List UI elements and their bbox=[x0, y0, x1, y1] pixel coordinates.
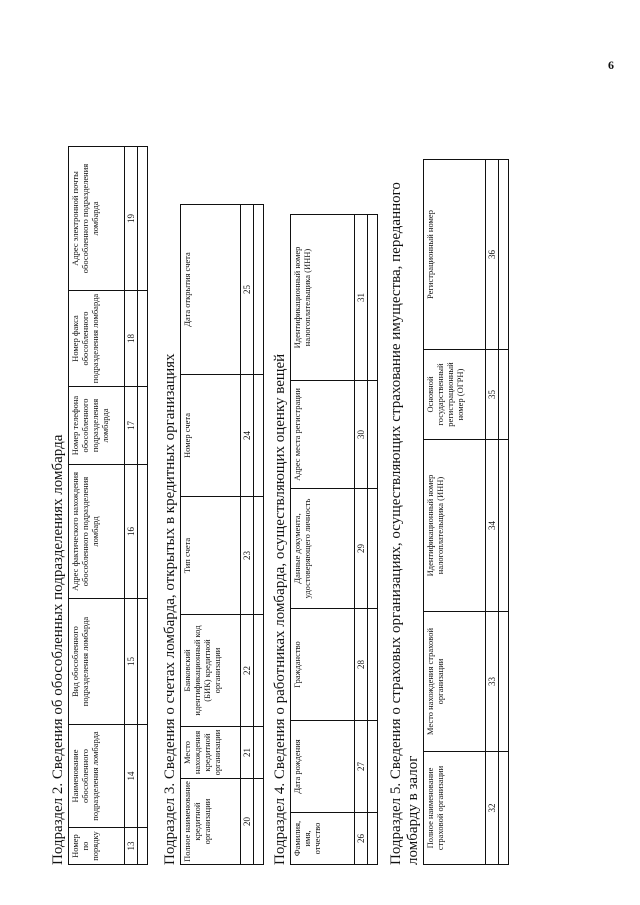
column-number: 21 bbox=[241, 727, 254, 779]
column-header: Адрес фактического нахождения обособленного подразделения ломбард bbox=[69, 465, 125, 599]
table-cell bbox=[138, 599, 148, 725]
column-number: 22 bbox=[241, 615, 254, 727]
table-cell bbox=[254, 375, 264, 497]
table-row bbox=[499, 160, 509, 865]
table-cell bbox=[254, 205, 264, 375]
table-cell bbox=[138, 291, 148, 387]
subsection-5 bbox=[388, 165, 509, 865]
table-cell bbox=[254, 779, 264, 865]
table-cell bbox=[499, 160, 509, 350]
column-number-row bbox=[241, 205, 254, 865]
column-header: Наименование обособленного подразделения ломбарда bbox=[69, 725, 125, 828]
table-cell bbox=[499, 350, 509, 440]
column-header: Банковский идентификационный код (БИК) кредитной организации bbox=[181, 615, 241, 727]
column-header: Данные документа, удостоверяющего личность bbox=[291, 489, 355, 609]
column-header: Идентификационный номер налогоплательщика (ИНН) bbox=[424, 440, 486, 612]
column-header: Место нахождения кредитной организации bbox=[181, 727, 241, 779]
column-number: 30 bbox=[355, 381, 368, 489]
column-header: Фамилия, имя, отчество bbox=[291, 813, 355, 865]
table-row bbox=[254, 205, 264, 865]
page-number: 6 bbox=[608, 58, 614, 72]
table-cell bbox=[254, 727, 264, 779]
table-cell bbox=[499, 612, 509, 752]
table-header-row bbox=[424, 160, 486, 865]
table-cell bbox=[138, 387, 148, 465]
column-number: 25 bbox=[241, 205, 254, 375]
column-header: Номер счета bbox=[181, 375, 241, 497]
table-cell bbox=[254, 615, 264, 727]
column-number: 14 bbox=[125, 725, 138, 828]
column-header: Место нахождения страховой организации bbox=[424, 612, 486, 752]
table-row bbox=[368, 215, 378, 865]
column-number: 36 bbox=[486, 160, 499, 350]
column-number: 23 bbox=[241, 497, 254, 615]
subsection-3-table bbox=[180, 204, 264, 865]
subsection-2-title: Подраздел 2. Сведения об обособленных подразделениях ломбарда bbox=[50, 434, 66, 865]
column-number: 31 bbox=[355, 215, 368, 381]
subsection-4 bbox=[272, 214, 378, 865]
subsection-3 bbox=[162, 204, 264, 865]
column-number: 20 bbox=[241, 779, 254, 865]
table-header-row bbox=[69, 147, 125, 865]
table-header-row bbox=[181, 205, 241, 865]
table-cell bbox=[138, 725, 148, 828]
column-header: Гражданство bbox=[291, 609, 355, 721]
table-cell bbox=[499, 752, 509, 865]
column-header: Дата рождения bbox=[291, 721, 355, 813]
table-cell bbox=[138, 465, 148, 599]
column-number: 28 bbox=[355, 609, 368, 721]
column-number: 26 bbox=[355, 813, 368, 865]
column-header: Полное наименование кредитной организации bbox=[181, 779, 241, 865]
table-cell bbox=[368, 215, 378, 381]
column-number: 32 bbox=[486, 752, 499, 865]
column-number: 34 bbox=[486, 440, 499, 612]
subsection-5-table bbox=[423, 159, 509, 865]
column-header: Номер по порядку bbox=[69, 828, 125, 865]
column-header: Вид обособленного подразделения ломбарда bbox=[69, 599, 125, 725]
column-header: Дата открытия счета bbox=[181, 205, 241, 375]
subsection-2-table bbox=[68, 146, 148, 865]
table-cell bbox=[368, 721, 378, 813]
column-number: 18 bbox=[125, 291, 138, 387]
table-cell bbox=[138, 828, 148, 865]
column-number: 27 bbox=[355, 721, 368, 813]
subsection-5-title: Подраздел 5. Сведения о страховых организациях, осуществляющих страхование имущества, переданного ломбарду в залог bbox=[388, 182, 421, 865]
subsection-2 bbox=[50, 146, 148, 865]
table-cell bbox=[368, 609, 378, 721]
column-header: Полное наименование страховой организации bbox=[424, 752, 486, 865]
column-number: 35 bbox=[486, 350, 499, 440]
column-number-row bbox=[355, 215, 368, 865]
column-header: Адрес места регистрации bbox=[291, 381, 355, 489]
column-number: 33 bbox=[486, 612, 499, 752]
table-cell bbox=[499, 440, 509, 612]
column-number: 15 bbox=[125, 599, 138, 725]
column-header: Номер факса обособленного подразделения ломбарда bbox=[69, 291, 125, 387]
subsection-3-title: Подраздел 3. Сведения о счетах ломбарда, открытых в кредитных организациях bbox=[162, 353, 178, 865]
column-header: Адрес электронной почты обособленного подразделения ломбарда bbox=[69, 147, 125, 291]
column-header: Регистрационный номер bbox=[424, 160, 486, 350]
table-cell bbox=[254, 497, 264, 615]
table-cell bbox=[368, 381, 378, 489]
table-cell bbox=[368, 813, 378, 865]
column-number: 19 bbox=[125, 147, 138, 291]
column-number-row bbox=[125, 147, 138, 865]
column-header: Номер телефона обособленного подразделения ломбарда bbox=[69, 387, 125, 465]
table-row bbox=[138, 147, 148, 865]
column-number: 13 bbox=[125, 828, 138, 865]
column-header: Тип счета bbox=[181, 497, 241, 615]
column-number: 24 bbox=[241, 375, 254, 497]
rotated-page-content bbox=[50, 50, 570, 865]
table-cell bbox=[368, 489, 378, 609]
table-cell bbox=[138, 147, 148, 291]
subsection-4-table bbox=[290, 214, 378, 865]
column-number: 17 bbox=[125, 387, 138, 465]
column-number: 29 bbox=[355, 489, 368, 609]
column-number: 16 bbox=[125, 465, 138, 599]
column-header: Основной государственный регистрационный номер (ОГРН) bbox=[424, 350, 486, 440]
column-header: Идентификационный номер налогоплательщика (ИНН) bbox=[291, 215, 355, 381]
column-number-row bbox=[486, 160, 499, 865]
table-header-row bbox=[291, 215, 355, 865]
subsection-4-title: Подраздел 4. Сведения о работниках ломбарда, осуществляющих оценку вещей bbox=[272, 353, 288, 865]
